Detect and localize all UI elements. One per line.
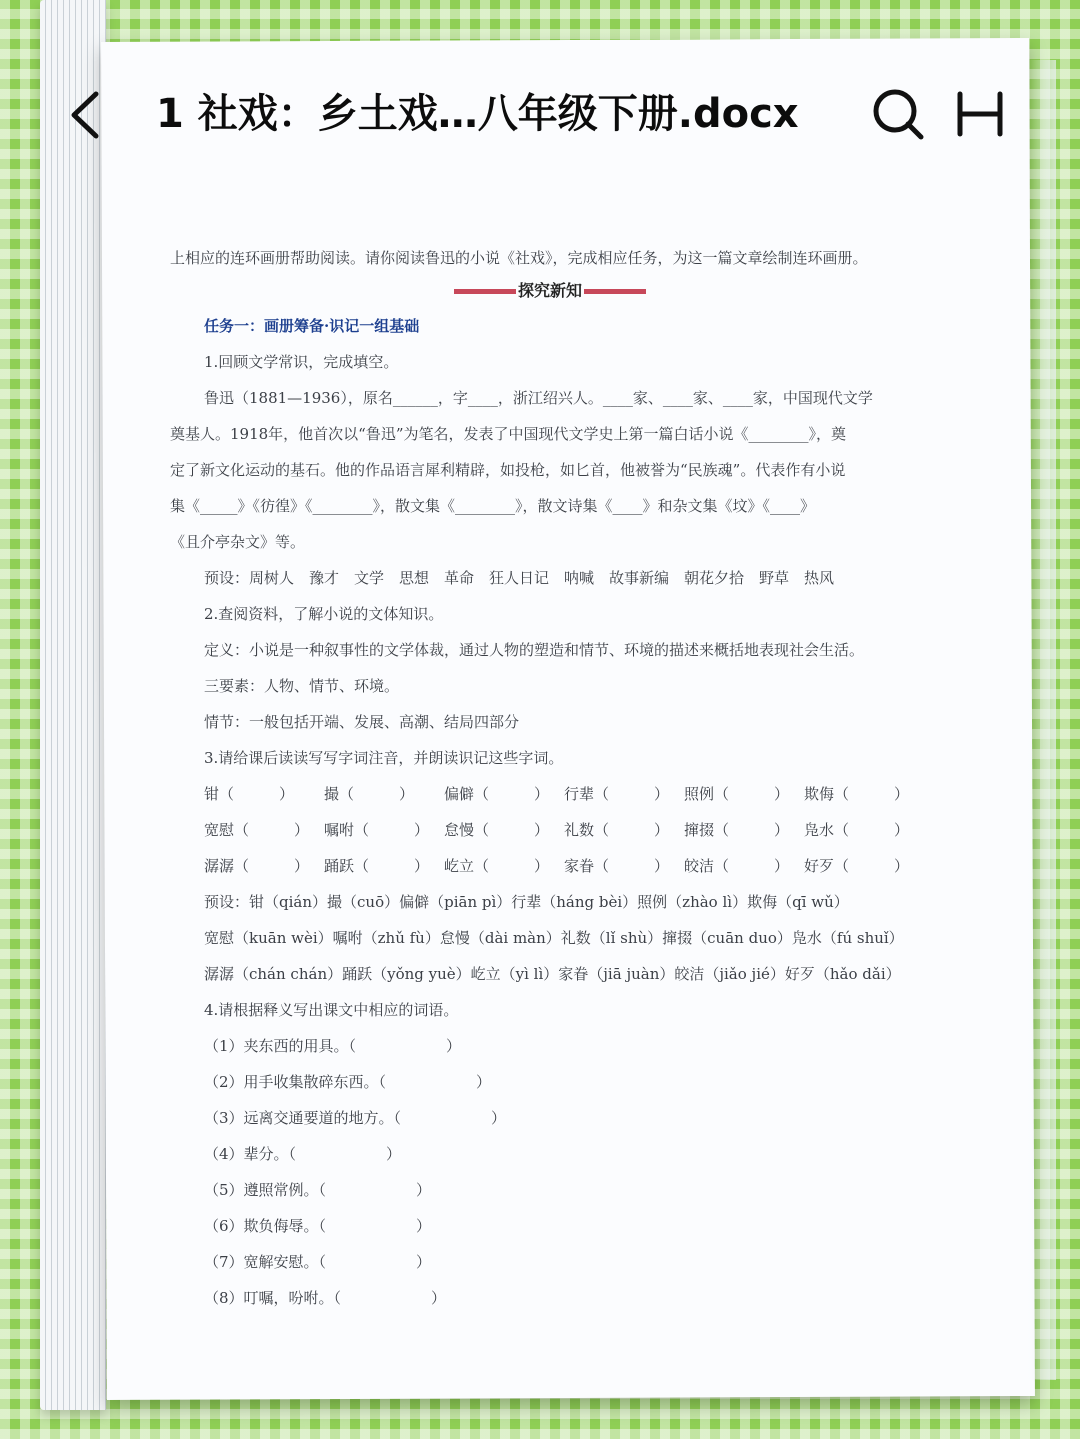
book-page-edges [40, 0, 106, 1410]
menu-icon[interactable] [954, 90, 1006, 138]
question-3-answer-2: 宽慰（kuān wèi）嘱咐（zhǔ fù）怠慢（dài màn）礼数（lǐ shù）撺掇（cuān duo）凫水（fú shuǐ） [204, 929, 904, 947]
question-1-text-2: 奠基人。1918年，他首次以“鲁迅”为笔名，发表了中国现代文学史上第一篇白话小说《________》，奠 [170, 425, 847, 443]
question-4-item: （5）遵照常例。（ ） [204, 1181, 432, 1199]
task-title: 任务一：画册筹备·识记一组基础 [204, 317, 420, 335]
novel-definition: 定义：小说是一种叙事性的文学体裁，通过人物的塑造和情节、环境的描述来概括地表现社会生活。 [204, 641, 865, 659]
question-4-item: （4）辈分。（ ） [204, 1145, 402, 1163]
chevron-left-icon[interactable] [66, 90, 106, 140]
question-1-answer: 预设：周树人 豫才 文学 思想 革命 狂人日记 呐喊 故事新编 朝花夕拾 野草 热风 [204, 569, 835, 587]
search-icon[interactable] [870, 86, 926, 142]
question-1-text-3: 定了新文化运动的基石。他的作品语言犀利精辟，如投枪，如匕首，他被誉为“民族魂”。代表作有小说 [170, 461, 846, 479]
pinyin-row: 钳（ ） 撮（ ） 偏僻（ ） 行辈（ ） 照例（ ） 欺侮（ ） [204, 785, 910, 803]
question-3-answer-1: 预设：钳（qián）撮（cuō）偏僻（piān pì）行辈（háng bèi）照例（zhào lì）欺侮（qī wǔ） [204, 893, 849, 911]
heading-bar-left [454, 289, 516, 294]
app-header [0, 60, 1080, 160]
question-4-item: （6）欺负侮辱。（ ） [204, 1217, 432, 1235]
question-4: 4.请根据释义写出课文中相应的词语。 [204, 1001, 459, 1019]
question-1: 1.回顾文学常识，完成填空。 [204, 353, 399, 371]
question-2: 2.查阅资料，了解小说的文体知识。 [204, 605, 444, 623]
question-4-item: （1）夹东西的用具。（ ） [204, 1037, 462, 1055]
question-1-text-4: 集《_____》《彷徨》《________》，散文集《________》，散文诗集《____》和杂文集《坟》《____》 [170, 497, 816, 515]
document-title: 1 社戏：乡土戏…八年级下册.docx [156, 91, 799, 137]
question-4-item: （8）叮嘱，吩咐。（ ） [204, 1289, 447, 1307]
novel-plot: 情节：一般包括开端、发展、高潮、结局四部分 [204, 713, 520, 731]
novel-three-elements: 三要素：人物、情节、环境。 [204, 677, 400, 695]
heading-bar-right [584, 289, 646, 294]
question-3: 3.请给课后读读写写字词注音，并朗读识记这些字词。 [204, 749, 564, 767]
question-3-answer-3: 潺潺（chán chán）踊跃（yǒng yuè）屹立（yì lì）家眷（jiā juàn）皎洁（jiǎo jié）好歹（hǎo dǎi） [204, 965, 901, 983]
section-heading: 探究新知 [170, 274, 930, 308]
question-4-item: （7）宽解安慰。（ ） [204, 1253, 432, 1271]
question-4-item: （2）用手收集散碎东西。（ ） [204, 1073, 492, 1091]
question-1-text-1: 鲁迅（1881—1936），原名______，字____，浙江绍兴人。____家、____家、____家，中国现代文学 [204, 389, 873, 407]
pinyin-row: 宽慰（ ） 嘱咐（ ） 怠慢（ ） 礼数（ ） 撺掇（ ） 凫水（ ） [204, 821, 910, 839]
pinyin-row: 潺潺（ ） 踊跃（ ） 屹立（ ） 家眷（ ） 皎洁（ ） 好歹（ ） [204, 857, 910, 875]
plastic-sleeve [1028, 60, 1056, 1380]
intro-text: 上相应的连环画册帮助阅读。请你阅读鲁迅的小说《社戏》，完成相应任务，为这一篇文章绘制连环画册。 [170, 249, 868, 267]
question-1-text-5: 《且介亭杂文》等。 [170, 533, 306, 551]
document-body [170, 240, 930, 1316]
question-4-item: （3）远离交通要道的地方。（ ） [204, 1109, 507, 1127]
